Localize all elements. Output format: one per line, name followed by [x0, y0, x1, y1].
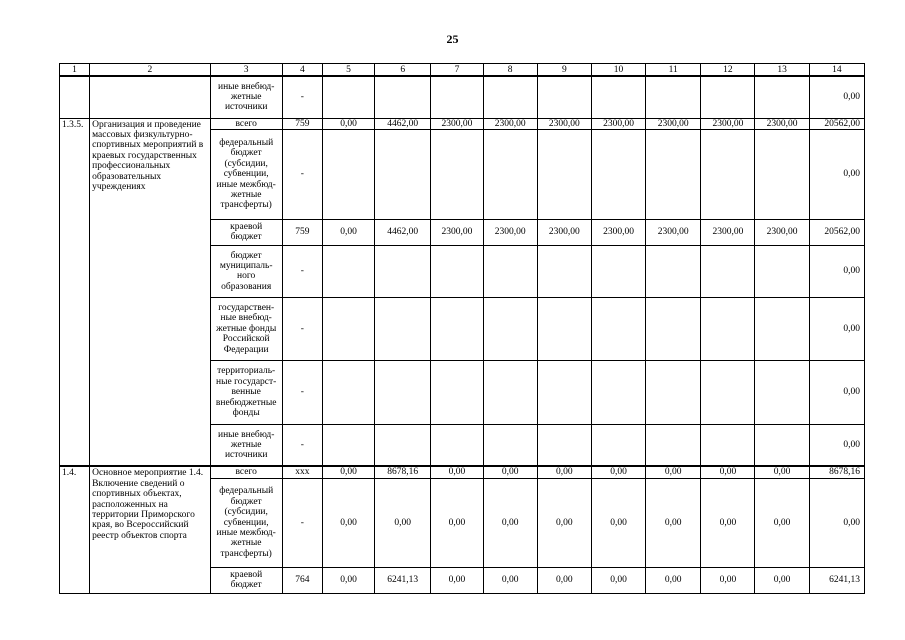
column-header: 13: [755, 64, 809, 77]
row-code: [60, 76, 90, 118]
year-value-cell: 2300,00: [483, 219, 537, 245]
year-value-cell: [537, 245, 591, 297]
year-value-cell: 0,00: [755, 478, 809, 567]
budget-code-cell: -: [282, 297, 322, 360]
year-value-cell: [591, 129, 645, 219]
year-value-cell: [646, 360, 701, 424]
year-value-cell: [646, 424, 701, 466]
year-value-cell: [375, 129, 431, 219]
year-value-cell: 0,00: [375, 478, 431, 567]
year-value-cell: 0,00: [591, 466, 645, 478]
year-value-cell: [431, 245, 483, 297]
budget-code-cell: -: [282, 76, 322, 118]
column-header: 6: [375, 64, 431, 77]
year-value-cell: [375, 76, 431, 118]
year-value-cell: 0,00: [755, 567, 809, 593]
year-value-cell: 0,00: [537, 567, 591, 593]
year-value-cell: 2300,00: [431, 219, 483, 245]
page-number: 25: [446, 32, 459, 46]
year-value-cell: 0,00: [646, 567, 701, 593]
year-value-cell: [483, 76, 537, 118]
year-value-cell: 6241,13: [375, 567, 431, 593]
year-value-cell: [322, 245, 374, 297]
budget-code-cell: -: [282, 360, 322, 424]
budget-code-cell: -: [282, 424, 322, 466]
year-value-cell: 2300,00: [537, 118, 591, 129]
year-value-cell: 0,00: [701, 466, 755, 478]
total-cell: 0,00: [809, 129, 864, 219]
year-value-cell: 4462,00: [375, 118, 431, 129]
year-value-cell: 0,00: [322, 466, 374, 478]
table-row: [60, 76, 865, 118]
year-value-cell: 2300,00: [646, 219, 701, 245]
year-value-cell: 0,00: [322, 118, 374, 129]
year-value-cell: 0,00: [322, 219, 374, 245]
year-value-cell: [701, 360, 755, 424]
column-header: 3: [210, 64, 282, 77]
total-cell: 8678,16: [809, 466, 864, 478]
year-value-cell: 2300,00: [701, 219, 755, 245]
total-cell: 0,00: [809, 360, 864, 424]
year-value-cell: [537, 424, 591, 466]
year-value-cell: [755, 360, 809, 424]
funding-source: государствен- ные внебюд- жетные фонды Российской Федерации: [210, 297, 282, 360]
total-cell: 6241,13: [809, 567, 864, 593]
year-value-cell: [431, 76, 483, 118]
year-value-cell: 2300,00: [591, 118, 645, 129]
year-value-cell: [646, 76, 701, 118]
budget-code-cell: ххх: [282, 466, 322, 478]
year-value-cell: [591, 360, 645, 424]
funding-source: бюджет муниципаль- ного образования: [210, 245, 282, 297]
column-header: 5: [322, 64, 374, 77]
year-value-cell: 8678,16: [375, 466, 431, 478]
activity-name: Организация и проведение массовых физкультурно-спортивных мероприятий в краевых государственных профессиональных образовательных учреждениях: [90, 118, 210, 466]
year-value-cell: [701, 76, 755, 118]
year-value-cell: [701, 245, 755, 297]
year-value-cell: [322, 424, 374, 466]
year-value-cell: 0,00: [431, 466, 483, 478]
year-value-cell: [483, 297, 537, 360]
budget-code-cell: 759: [282, 219, 322, 245]
year-value-cell: 0,00: [537, 478, 591, 567]
year-value-cell: [483, 360, 537, 424]
year-value-cell: 0,00: [322, 567, 374, 593]
year-value-cell: [375, 360, 431, 424]
year-value-cell: [375, 424, 431, 466]
year-value-cell: [755, 424, 809, 466]
total-cell: 0,00: [809, 297, 864, 360]
year-value-cell: [431, 424, 483, 466]
year-value-cell: 2300,00: [646, 118, 701, 129]
year-value-cell: 2300,00: [755, 118, 809, 129]
year-value-cell: 2300,00: [701, 118, 755, 129]
funding-source: иные внебюд- жетные источники: [210, 76, 282, 118]
row-code: 1.4.: [60, 466, 90, 593]
year-value-cell: [646, 129, 701, 219]
table-row: [60, 466, 865, 478]
column-header: 11: [646, 64, 701, 77]
total-cell: 0,00: [809, 76, 864, 118]
year-value-cell: 0,00: [322, 478, 374, 567]
year-value-cell: [431, 297, 483, 360]
year-value-cell: [755, 297, 809, 360]
column-header: 9: [537, 64, 591, 77]
funding-source: краевой бюджет: [210, 219, 282, 245]
year-value-cell: [755, 129, 809, 219]
year-value-cell: [591, 424, 645, 466]
year-value-cell: [322, 360, 374, 424]
year-value-cell: [646, 297, 701, 360]
budget-code-cell: 764: [282, 567, 322, 593]
column-header: 7: [431, 64, 483, 77]
year-value-cell: [483, 129, 537, 219]
year-value-cell: [537, 360, 591, 424]
year-value-cell: [375, 245, 431, 297]
year-value-cell: [591, 76, 645, 118]
year-value-cell: 0,00: [537, 466, 591, 478]
year-value-cell: [537, 297, 591, 360]
total-cell: 0,00: [809, 424, 864, 466]
year-value-cell: [701, 297, 755, 360]
year-value-cell: [322, 129, 374, 219]
year-value-cell: [483, 245, 537, 297]
year-value-cell: [755, 245, 809, 297]
year-value-cell: [431, 360, 483, 424]
year-value-cell: 0,00: [646, 478, 701, 567]
funding-source: федеральный бюджет (субсидии, субвенции, иные межбюд- жетные трансферты): [210, 478, 282, 567]
year-value-cell: [375, 297, 431, 360]
year-value-cell: 2300,00: [591, 219, 645, 245]
year-value-cell: 2300,00: [483, 118, 537, 129]
table-row: [60, 118, 865, 129]
year-value-cell: 2300,00: [431, 118, 483, 129]
budget-code-cell: -: [282, 129, 322, 219]
funding-source: всего: [210, 118, 282, 129]
total-cell: 0,00: [809, 478, 864, 567]
budget-code-cell: -: [282, 245, 322, 297]
year-value-cell: 0,00: [755, 466, 809, 478]
year-value-cell: [591, 245, 645, 297]
column-header: 14: [809, 64, 864, 77]
column-header: 2: [90, 64, 210, 77]
budget-table: [59, 63, 865, 594]
year-value-cell: [591, 297, 645, 360]
year-value-cell: [701, 424, 755, 466]
budget-code-cell: -: [282, 478, 322, 567]
row-code: 1.3.5.: [60, 118, 90, 466]
year-value-cell: [322, 76, 374, 118]
column-header: 4: [282, 64, 322, 77]
year-value-cell: 0,00: [701, 478, 755, 567]
year-value-cell: [646, 245, 701, 297]
funding-source: иные внебюд- жетные источники: [210, 424, 282, 466]
year-value-cell: [701, 129, 755, 219]
column-header: 10: [591, 64, 645, 77]
year-value-cell: [322, 297, 374, 360]
year-value-cell: 0,00: [701, 567, 755, 593]
year-value-cell: 0,00: [483, 478, 537, 567]
year-value-cell: 2300,00: [755, 219, 809, 245]
year-value-cell: [755, 76, 809, 118]
funding-source: краевой бюджет: [210, 567, 282, 593]
column-header: 12: [701, 64, 755, 77]
year-value-cell: [483, 424, 537, 466]
year-value-cell: [537, 129, 591, 219]
column-header: 1: [60, 64, 90, 77]
funding-source: всего: [210, 466, 282, 478]
year-value-cell: [537, 76, 591, 118]
activity-name: Основное мероприятие 1.4. Включение сведений о спортивных объектах, расположенных на территории Приморского края, во Всероссийский реестр объектов спорта: [90, 466, 210, 593]
year-value-cell: 0,00: [591, 567, 645, 593]
year-value-cell: 0,00: [431, 567, 483, 593]
budget-code-cell: 759: [282, 118, 322, 129]
year-value-cell: [431, 129, 483, 219]
column-header: 8: [483, 64, 537, 77]
year-value-cell: 0,00: [431, 478, 483, 567]
year-value-cell: 2300,00: [537, 219, 591, 245]
year-value-cell: 0,00: [483, 567, 537, 593]
activity-name: [90, 76, 210, 118]
total-cell: 20562,00: [809, 118, 864, 129]
year-value-cell: 0,00: [591, 478, 645, 567]
funding-source: федеральный бюджет (субсидии, субвенции, иные межбюд- жетные трансферты): [210, 129, 282, 219]
column-number-row: [60, 64, 865, 77]
total-cell: 0,00: [809, 245, 864, 297]
year-value-cell: 4462,00: [375, 219, 431, 245]
total-cell: 20562,00: [809, 219, 864, 245]
year-value-cell: 0,00: [646, 466, 701, 478]
funding-source: территориаль- ные государст- венные внебюджетные фонды: [210, 360, 282, 424]
year-value-cell: 0,00: [483, 466, 537, 478]
